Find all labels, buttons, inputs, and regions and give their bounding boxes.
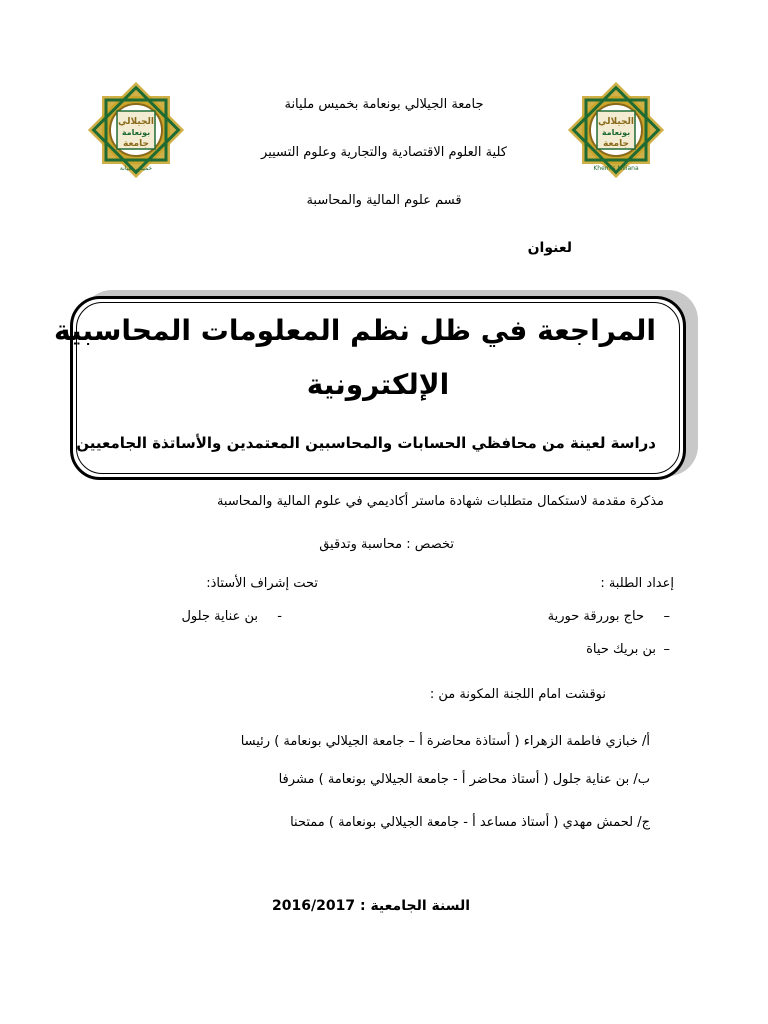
- university-logo-left: [88, 82, 184, 178]
- committee-member-1: أ/ خبازي فاطمة الزهراء ( أستاذة محاضرة أ – جامعة الجيلالي بونعامة ) رئيسا: [240, 734, 650, 749]
- academic-year: السنة الجامعية : 2016/2017: [272, 898, 470, 914]
- thesis-title-line-1: المراجعة في ظل نظم المعلومات المحاسبية: [54, 314, 656, 347]
- logo-ring-text-latin: Khemis Miliana: [593, 165, 639, 172]
- logo-ring-text: خميس مليانة: [119, 165, 153, 172]
- logo-text-mid: بونعامة: [601, 128, 631, 137]
- thesis-note: مذكرة مقدمة لاستكمال متطلبات شهادة ماستر أكاديمي في علوم المالية والمحاسبة: [216, 494, 664, 509]
- university-name: جامعة الجيلالي بونعامة بخميس مليانة: [284, 97, 484, 112]
- logo-text-bottom: جامعة: [603, 139, 629, 149]
- title-label: لعنوان: [527, 240, 572, 256]
- logo-text-mid: بونعامة: [121, 128, 151, 137]
- thesis-title-line-2: الإلكترونية: [306, 368, 450, 401]
- supervisor-dash: -: [277, 609, 282, 624]
- student-1-dash: –: [663, 609, 670, 624]
- committee-member-2: ب/ بن عناية جلول ( أستاذ محاضر أ - جامعة الجيلالي بونعامة ) مشرفا: [278, 772, 650, 787]
- student-2-name: بن بريك حياة: [586, 642, 656, 657]
- committee-member-3: ج/ لحمش مهدي ( أستاذ مساعد أ - جامعة الجيلالي بونعامة ) ممتحنا: [290, 815, 650, 830]
- logo-text-top: الجيلالي: [598, 117, 634, 127]
- specialty: تخصص : محاسبة وتدقيق: [319, 537, 454, 552]
- student-1-name: حاج بوررقة حورية: [547, 609, 644, 624]
- committee-label: نوقشت امام اللجنة المكونة من :: [429, 687, 606, 702]
- supervisor-label: تحت إشراف الأستاذ:: [206, 576, 318, 591]
- thesis-subtitle: دراسة لعينة من محافظي الحسابات والمحاسبين المعتمدين والأساتذة الجامعيين: [76, 434, 656, 452]
- supervisor-name: بن عناية جلول: [181, 609, 258, 624]
- logo-text-bottom: جامعة: [123, 139, 149, 149]
- student-2-dash: –: [663, 642, 670, 657]
- logo-text-top: الجيلالي: [118, 117, 154, 127]
- students-label: إعداد الطلبة :: [600, 576, 674, 591]
- faculty-name: كلية العلوم الاقتصادية والتجارية وعلوم التسيير: [261, 145, 507, 160]
- department-name: قسم علوم المالية والمحاسبة: [306, 193, 462, 208]
